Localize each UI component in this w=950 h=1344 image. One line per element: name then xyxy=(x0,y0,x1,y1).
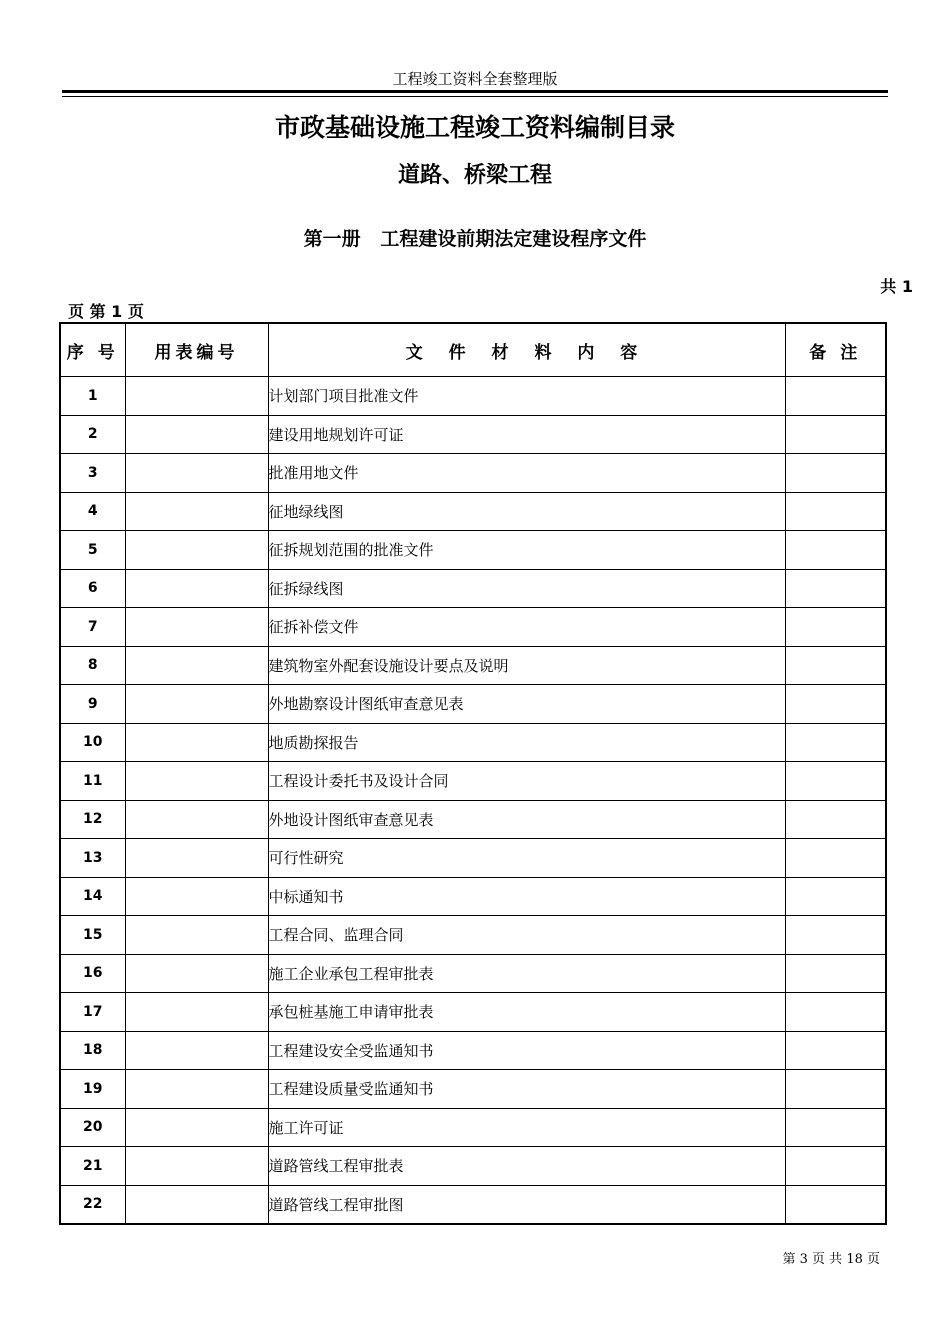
row-form-no xyxy=(125,800,268,839)
header-remark: 备 注 xyxy=(785,323,886,377)
row-form-no xyxy=(125,839,268,878)
row-remark xyxy=(785,1070,886,1109)
row-form-no xyxy=(125,569,268,608)
page-count-current: 页 第 1 页 xyxy=(68,302,144,321)
row-seq: 14 xyxy=(60,877,125,916)
row-content: 外地设计图纸审查意见表 xyxy=(268,800,785,839)
volume-title: 第一册 工程建设前期法定建设程序文件 xyxy=(303,228,647,250)
row-seq: 2 xyxy=(60,415,125,454)
header-form-no: 用表编号 xyxy=(125,323,268,377)
row-content: 征拆绿线图 xyxy=(268,569,785,608)
row-seq: 13 xyxy=(60,839,125,878)
table-body xyxy=(60,377,886,1225)
row-form-no xyxy=(125,685,268,724)
row-content: 道路管线工程审批图 xyxy=(268,1185,785,1224)
row-seq: 3 xyxy=(60,454,125,493)
row-seq: 17 xyxy=(60,993,125,1032)
row-form-no xyxy=(125,377,268,416)
row-remark xyxy=(785,877,886,916)
row-form-no xyxy=(125,723,268,762)
table-row xyxy=(60,415,886,454)
row-content: 计划部门项目批准文件 xyxy=(268,377,785,416)
table-row xyxy=(60,839,886,878)
row-content: 可行性研究 xyxy=(268,839,785,878)
row-seq: 6 xyxy=(60,569,125,608)
row-content: 工程设计委托书及设计合同 xyxy=(268,762,785,801)
row-seq: 21 xyxy=(60,1147,125,1186)
row-remark xyxy=(785,800,886,839)
table-row xyxy=(60,916,886,955)
table-row xyxy=(60,608,886,647)
table-row xyxy=(60,1108,886,1147)
row-seq: 7 xyxy=(60,608,125,647)
row-form-no xyxy=(125,454,268,493)
row-remark xyxy=(785,608,886,647)
row-remark xyxy=(785,723,886,762)
row-remark xyxy=(785,839,886,878)
row-seq: 8 xyxy=(60,646,125,685)
row-remark xyxy=(785,1031,886,1070)
page-count-total: 共 1 xyxy=(880,277,913,296)
document-title: 市政基础设施工程竣工资料编制目录 xyxy=(274,113,675,142)
row-content: 中标通知书 xyxy=(268,877,785,916)
row-form-no xyxy=(125,1031,268,1070)
row-form-no xyxy=(125,877,268,916)
row-form-no xyxy=(125,415,268,454)
page-footer: 第 3 页 共 18 页 xyxy=(782,1252,880,1267)
row-seq: 11 xyxy=(60,762,125,801)
row-remark xyxy=(785,954,886,993)
row-content: 征拆规划范围的批准文件 xyxy=(268,531,785,570)
row-form-no xyxy=(125,1108,268,1147)
header-rule-thin xyxy=(62,96,888,97)
row-content: 承包桩基施工申请审批表 xyxy=(268,993,785,1032)
row-content: 征地绿线图 xyxy=(268,492,785,531)
row-remark xyxy=(785,492,886,531)
table-row xyxy=(60,685,886,724)
document-subtitle: 道路、桥梁工程 xyxy=(397,163,552,188)
row-remark xyxy=(785,1185,886,1224)
row-content: 外地勘察设计图纸审查意见表 xyxy=(268,685,785,724)
table-row xyxy=(60,569,886,608)
row-content: 工程建设质量受监通知书 xyxy=(268,1070,785,1109)
row-seq: 4 xyxy=(60,492,125,531)
table-header-row xyxy=(60,323,886,377)
table-row xyxy=(60,454,886,493)
row-content: 建筑物室外配套设施设计要点及说明 xyxy=(268,646,785,685)
row-form-no xyxy=(125,531,268,570)
row-content: 建设用地规划许可证 xyxy=(268,415,785,454)
row-form-no xyxy=(125,916,268,955)
row-seq: 22 xyxy=(60,1185,125,1224)
row-content: 道路管线工程审批表 xyxy=(268,1147,785,1186)
table-row xyxy=(60,1185,886,1224)
table-row xyxy=(60,1031,886,1070)
table-row xyxy=(60,377,886,416)
row-content: 施工企业承包工程审批表 xyxy=(268,954,785,993)
row-form-no xyxy=(125,608,268,647)
row-form-no xyxy=(125,993,268,1032)
header-content: 文 件 材 料 内 容 xyxy=(268,323,785,377)
table-row xyxy=(60,993,886,1032)
row-remark xyxy=(785,531,886,570)
row-seq: 15 xyxy=(60,916,125,955)
row-remark xyxy=(785,762,886,801)
table-row xyxy=(60,1147,886,1186)
row-form-no xyxy=(125,1070,268,1109)
row-form-no xyxy=(125,954,268,993)
row-content: 批准用地文件 xyxy=(268,454,785,493)
row-content: 征拆补偿文件 xyxy=(268,608,785,647)
row-remark xyxy=(785,993,886,1032)
row-seq: 10 xyxy=(60,723,125,762)
row-remark xyxy=(785,415,886,454)
row-content: 工程合同、监理合同 xyxy=(268,916,785,955)
table-row xyxy=(60,762,886,801)
row-remark xyxy=(785,454,886,493)
table-row xyxy=(60,723,886,762)
table-row xyxy=(60,1070,886,1109)
table-row xyxy=(60,800,886,839)
row-form-no xyxy=(125,1185,268,1224)
row-remark xyxy=(785,569,886,608)
row-form-no xyxy=(125,492,268,531)
row-form-no xyxy=(125,646,268,685)
table-row xyxy=(60,531,886,570)
row-form-no xyxy=(125,762,268,801)
row-seq: 20 xyxy=(60,1108,125,1147)
header-rule-thick xyxy=(62,90,888,93)
table-row xyxy=(60,954,886,993)
catalog-table xyxy=(59,322,887,1225)
row-content: 工程建设安全受监通知书 xyxy=(268,1031,785,1070)
running-header: 工程竣工资料全套整理版 xyxy=(392,70,558,88)
table-row xyxy=(60,877,886,916)
row-remark xyxy=(785,1108,886,1147)
row-seq: 1 xyxy=(60,377,125,416)
table-row xyxy=(60,646,886,685)
row-remark xyxy=(785,916,886,955)
row-remark xyxy=(785,685,886,724)
row-seq: 9 xyxy=(60,685,125,724)
row-form-no xyxy=(125,1147,268,1186)
row-seq: 18 xyxy=(60,1031,125,1070)
header-seq: 序 号 xyxy=(60,323,125,377)
row-seq: 5 xyxy=(60,531,125,570)
row-remark xyxy=(785,377,886,416)
row-remark xyxy=(785,646,886,685)
row-remark xyxy=(785,1147,886,1186)
table-row xyxy=(60,492,886,531)
row-seq: 16 xyxy=(60,954,125,993)
row-seq: 12 xyxy=(60,800,125,839)
row-content: 地质勘探报告 xyxy=(268,723,785,762)
row-seq: 19 xyxy=(60,1070,125,1109)
row-content: 施工许可证 xyxy=(268,1108,785,1147)
